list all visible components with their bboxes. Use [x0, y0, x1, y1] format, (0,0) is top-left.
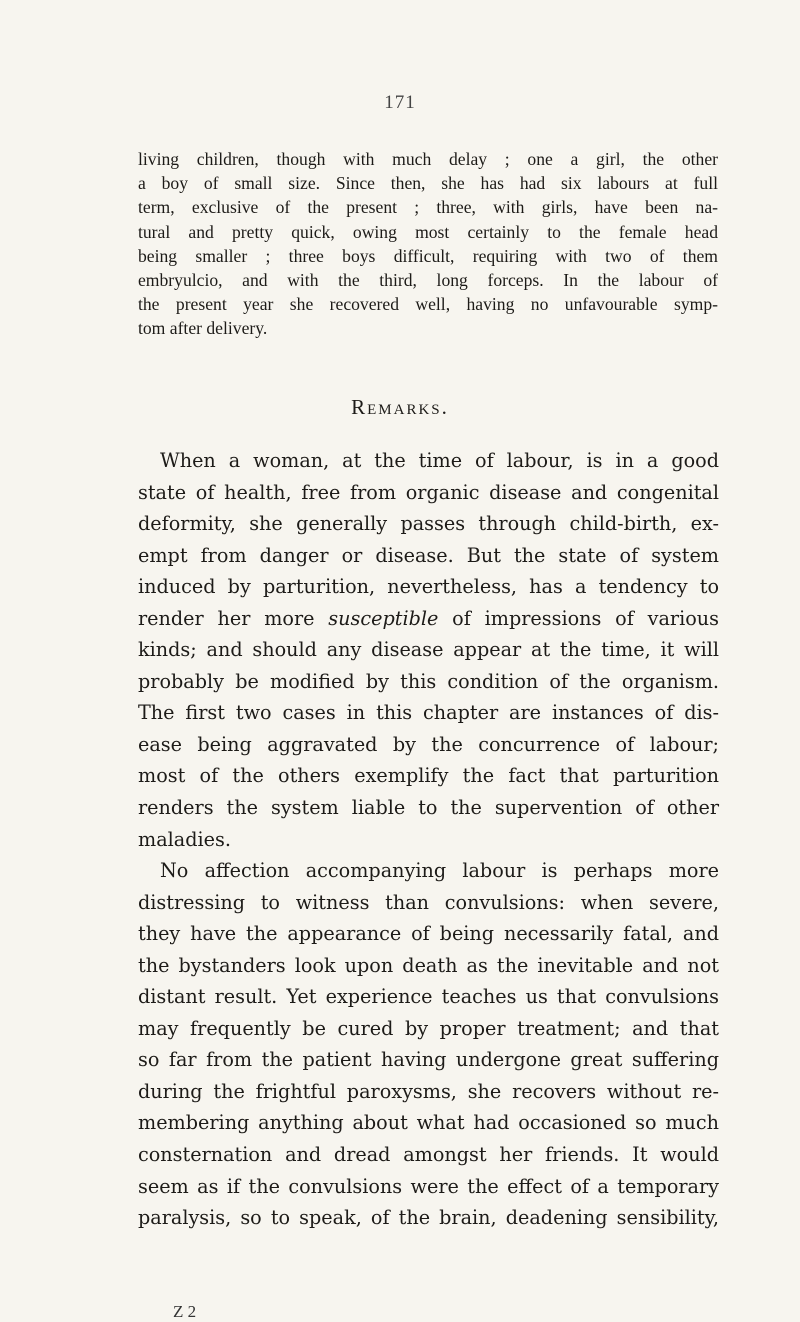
text-line: renders the system liable to the supervention of other — [138, 796, 719, 820]
case-paragraph — [138, 147, 718, 341]
text-line: kinds; and should any disease appear at the time, it will — [138, 638, 719, 662]
text-line: paralysis, so to speak, of the brain, deadening sensibility, — [138, 1206, 719, 1230]
text-line: No affection accompanying labour is perhaps more — [160, 859, 719, 883]
text-line: a boy of small size. Since then, she has had six labours at full — [138, 173, 718, 194]
text-line: living children, though with much delay ; one a girl, the other — [138, 149, 718, 169]
text-line: tom after delivery. — [138, 318, 268, 339]
signature-mark: Z 2 — [173, 1302, 197, 1321]
text-line: maladies. — [138, 827, 231, 851]
text-line: they have the appearance of being necessarily fatal, and — [138, 922, 719, 946]
text-line: during the frightful paroxysms, she recovers without re- — [138, 1079, 719, 1103]
text-line: embryulcio, and with the third, long forceps. In the labour of — [138, 269, 718, 290]
text-line — [138, 603, 719, 635]
text-line: ease being aggravated by the concurrence of labour; — [138, 732, 719, 756]
text-line: consternation and dread amongst her friends. It would — [138, 1143, 719, 1167]
text-line: distressing to witness than convulsions: when severe, — [138, 890, 719, 914]
text-line: induced by parturition, nevertheless, has a tendency to — [138, 575, 719, 599]
text-line: empt from danger or disease. But the state of system — [138, 543, 719, 567]
text-line: probably be modified by this condition of the organism. — [138, 669, 719, 693]
remarks-body — [138, 445, 719, 1234]
emphasis-text: susceptible — [328, 606, 439, 630]
text-line: seem as if the convulsions were the effect of a temporary — [138, 1174, 719, 1198]
text-segment: of impressions of various — [452, 606, 719, 630]
text-line: term, exclusive of the present ; three, with girls, have been na- — [138, 197, 718, 218]
text-line: most of the others exemplify the fact that parturition — [138, 764, 719, 788]
text-line: When a woman, at the time of labour, is in a good — [160, 449, 719, 472]
text-line: may frequently be cured by proper treatment; and that — [138, 1016, 719, 1040]
text-line: so far from the patient having undergone great suffering — [138, 1048, 719, 1072]
text-line: The first two cases in this chapter are instances of dis- — [138, 701, 719, 725]
text-line: the present year she recovered well, having no unfavourable symp- — [138, 294, 718, 315]
remarks-heading: Remarks. — [351, 395, 449, 419]
text-line: tural and pretty quick, owing most certainly to the female head — [138, 221, 718, 242]
text-line: distant result. Yet experience teaches us that convulsions — [138, 985, 719, 1009]
text-segment: render her more — [138, 606, 315, 630]
page-number: 171 — [384, 92, 416, 113]
text-line: membering anything about what had occasioned so much — [138, 1111, 719, 1135]
text-line: being smaller ; three boys difficult, requiring with two of them — [138, 245, 718, 266]
text-line: the bystanders look upon death as the inevitable and not — [138, 953, 719, 977]
text-line: deformity, she generally passes through child-birth, ex- — [138, 512, 719, 536]
text-line: state of health, free from organic disease and congenital — [138, 480, 719, 504]
